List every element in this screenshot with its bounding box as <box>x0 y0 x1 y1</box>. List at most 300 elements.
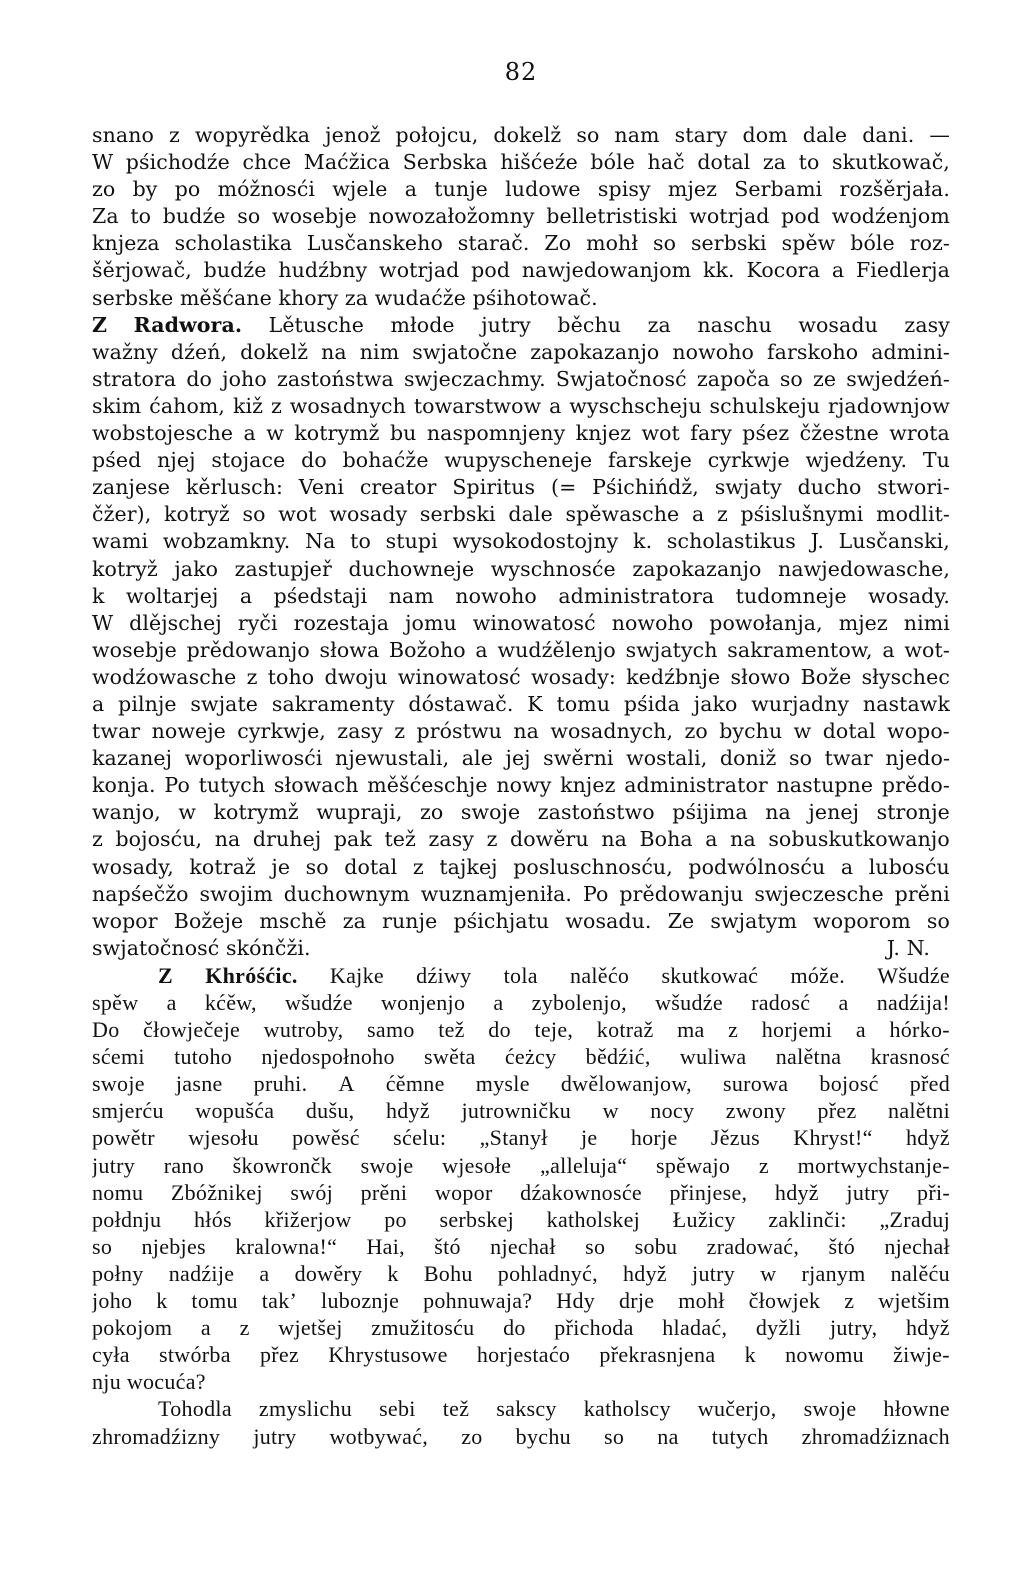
word: A <box>338 1071 355 1097</box>
word: cyrkwje, <box>237 719 326 744</box>
word: z <box>844 1288 855 1314</box>
word: stary <box>674 123 728 147</box>
word: wopyrědka <box>194 123 311 147</box>
text-line <box>92 610 950 637</box>
word: „Zraduj <box>879 1206 950 1232</box>
word: stupi <box>385 529 438 554</box>
word: Božeje <box>173 908 244 933</box>
text-line <box>92 447 950 474</box>
word: woporom <box>813 908 911 933</box>
word: dyžli <box>755 1315 802 1341</box>
text-line <box>92 149 950 176</box>
word: pohnuwaja? <box>423 1288 533 1314</box>
word: swojim <box>199 881 273 906</box>
word: hač <box>647 150 685 175</box>
word: štó <box>828 1233 856 1259</box>
word: tomu <box>556 691 611 716</box>
word: nam <box>388 583 434 608</box>
word: horjestaćo <box>476 1342 571 1368</box>
word: (= <box>550 475 577 500</box>
word: zasy <box>904 312 950 337</box>
word: bu <box>389 421 417 446</box>
word: pśida <box>623 691 680 716</box>
word: powěsć <box>292 1125 360 1151</box>
word: překrasnjena <box>599 1342 716 1368</box>
word: kotryž <box>164 502 230 527</box>
word: dźeń, <box>170 339 228 364</box>
word: dotal <box>697 150 751 175</box>
word: započa <box>696 366 770 391</box>
word: hłowne <box>883 1396 950 1422</box>
word: ducho <box>797 475 862 500</box>
word: Khryst!“ <box>793 1125 873 1151</box>
word: šěrjowač, <box>92 258 192 283</box>
word: wobzamkny. <box>162 529 291 554</box>
word: tutoho <box>174 1044 233 1070</box>
word: snano <box>92 123 154 147</box>
word: runje <box>382 908 438 933</box>
word: budźe <box>162 204 226 229</box>
word: wysokodostojny <box>452 529 619 554</box>
word: tež <box>384 827 416 852</box>
word: toho <box>267 664 315 689</box>
word: z <box>169 123 180 147</box>
word: na <box>214 827 241 852</box>
word: bychu <box>719 719 783 744</box>
text-line <box>92 1097 950 1124</box>
word: jutry <box>846 1179 890 1205</box>
word: pśijima <box>672 800 748 825</box>
word: bohaćže <box>342 448 429 473</box>
word: Po <box>582 881 609 906</box>
word: połdnju <box>92 1206 162 1232</box>
text-line <box>92 528 950 555</box>
word: wanjo, <box>92 800 161 825</box>
word: J. <box>810 529 824 554</box>
word: nimi <box>903 610 950 635</box>
text-line <box>92 1368 950 1395</box>
word: móžnosći <box>217 177 316 202</box>
signature: J. N. <box>886 935 930 960</box>
word: hdyž <box>623 1260 667 1286</box>
word: dowěru <box>510 827 589 852</box>
word: jutry <box>692 1260 736 1286</box>
word: zmužitosću <box>371 1315 475 1341</box>
word: při- <box>917 1179 950 1205</box>
word: a <box>691 502 705 527</box>
word: kk. <box>703 258 735 283</box>
word: wosadnych <box>289 393 406 418</box>
word: Lětusche <box>268 312 364 337</box>
word: přez <box>259 1342 300 1368</box>
text-line <box>92 1016 950 1043</box>
word: hdyž <box>906 1125 950 1151</box>
word: krasnosć <box>870 1044 950 1070</box>
word: Serbska <box>402 150 488 175</box>
word: a <box>549 393 562 418</box>
word: próstwu <box>416 719 502 744</box>
word: kotraž <box>596 1017 654 1043</box>
text-column <box>92 122 950 1450</box>
word: noweje <box>151 719 226 744</box>
word: naschu <box>697 312 772 337</box>
word: wšudźe <box>285 990 353 1015</box>
word: cyrkwje <box>707 448 790 473</box>
word: winowatosć <box>472 610 596 635</box>
word: prěni <box>894 881 950 906</box>
word: luboznje <box>321 1288 400 1314</box>
text-line <box>92 664 950 691</box>
word: pśedstaji <box>273 583 368 608</box>
word: nawjedowasche, <box>778 556 950 581</box>
word: dowěry <box>294 1260 363 1286</box>
word: dźakownosće <box>520 1179 642 1205</box>
word: wjele <box>332 177 388 202</box>
word: nam <box>614 123 660 147</box>
word: čžestne <box>799 421 879 446</box>
word: winowatosć <box>397 664 521 689</box>
text-line <box>92 1152 950 1179</box>
word: wurjadny <box>751 691 850 716</box>
word: w <box>793 719 812 744</box>
word: prěni <box>360 1179 408 1205</box>
word: nowoho <box>611 610 694 635</box>
word: Do <box>92 1017 120 1043</box>
word: po <box>384 1206 407 1232</box>
word: wopušća <box>195 1098 275 1124</box>
word: wonjenjo <box>380 990 466 1015</box>
word: pśed <box>92 448 142 473</box>
text-line <box>92 1043 950 1070</box>
word: z <box>239 1315 250 1341</box>
word: stratora <box>92 366 177 391</box>
word: pśez <box>742 421 790 446</box>
word: Spiritus <box>452 475 536 500</box>
word: na <box>730 827 756 852</box>
word: farskeje <box>607 448 692 473</box>
word: belletristiski <box>546 204 678 229</box>
word: njewustali, <box>335 746 450 771</box>
word: křižerjow <box>264 1206 352 1232</box>
page-number: 82 <box>504 58 538 86</box>
word: njebjes <box>141 1233 206 1259</box>
text-line <box>92 799 950 826</box>
word: modlit- <box>876 502 950 527</box>
word: skim <box>92 393 142 418</box>
text-line <box>92 881 950 908</box>
word: k <box>744 1342 756 1368</box>
word: Bohu <box>423 1260 473 1286</box>
word: stronje <box>876 800 950 825</box>
word: pśislušnymi <box>740 502 864 527</box>
word: rozšěrjała. <box>839 177 950 202</box>
word: radosć <box>751 990 811 1015</box>
word: hdyž <box>905 1315 950 1341</box>
word: kazanej <box>92 746 173 771</box>
word: roz- <box>909 231 950 256</box>
word: wrota <box>889 421 950 446</box>
word: njej <box>157 448 196 473</box>
word: Bože <box>800 664 852 689</box>
word: zhromadźiznach <box>801 1423 950 1449</box>
word: zastoństwo <box>537 800 655 825</box>
word: dwoju <box>324 664 388 689</box>
word: swoje <box>803 1396 857 1422</box>
word: Pśichińdž, <box>592 475 699 500</box>
word: Za <box>92 204 119 229</box>
word: wosadu <box>798 312 878 337</box>
text-line <box>92 1070 950 1097</box>
word: so <box>779 366 803 391</box>
word: słowach <box>273 773 359 798</box>
word: wodźenjom <box>831 204 950 229</box>
word: nadźija! <box>876 990 950 1015</box>
word: bojosću, <box>115 827 203 852</box>
text-line <box>92 718 950 745</box>
word: wosadu. <box>565 908 652 933</box>
word: za <box>762 150 787 175</box>
word: to <box>350 529 371 554</box>
word: kotrymž <box>294 421 380 446</box>
word: tež <box>438 1017 465 1043</box>
word: „Stanył <box>479 1125 548 1151</box>
text-line <box>92 854 950 881</box>
word: tudomneje <box>735 583 847 608</box>
word: njechał <box>490 1233 556 1259</box>
word: Z <box>158 962 173 988</box>
word: Lusčanskeho <box>306 231 443 256</box>
word: woltarjej <box>125 583 219 608</box>
word: zasy <box>428 827 475 852</box>
word: nju <box>92 1369 127 1395</box>
word: a <box>840 854 854 879</box>
word: zanjese <box>92 475 171 500</box>
word: zapokazanjo <box>530 339 660 364</box>
word: posluschnosću, <box>513 854 673 879</box>
word: starač. <box>457 231 530 256</box>
word: njedo- <box>885 746 950 771</box>
word: dokelž <box>240 339 309 364</box>
word: tajkej <box>439 854 498 879</box>
word: admini- <box>871 339 950 364</box>
word: swjatočne <box>412 339 518 364</box>
word: tomu <box>191 1288 238 1314</box>
word: sćemi <box>92 1044 145 1070</box>
text-line <box>92 908 950 935</box>
word: štó <box>434 1233 461 1259</box>
word: pśichjatu <box>453 908 550 933</box>
text-line <box>92 935 950 962</box>
word: z <box>92 827 103 852</box>
word: wostali, <box>626 746 708 771</box>
word: stwori- <box>877 475 950 500</box>
word: Z <box>92 312 108 337</box>
word: do <box>301 448 327 473</box>
word: njechał <box>884 1233 950 1259</box>
word: tola <box>503 962 538 988</box>
word: so <box>237 204 261 229</box>
text-line <box>92 176 950 203</box>
text-line <box>92 501 950 528</box>
word: wutroby, <box>263 1017 344 1043</box>
word: swjaty <box>714 475 782 500</box>
word: stwórba <box>159 1342 231 1368</box>
word: čžer), <box>92 502 152 527</box>
word: hłós <box>194 1206 232 1232</box>
word: žiwje- <box>893 1342 950 1368</box>
word: rjadownjow <box>828 393 950 418</box>
word: a <box>239 583 253 608</box>
word: wjetšej <box>278 1315 343 1341</box>
word: přinjese, <box>669 1179 748 1205</box>
word: so <box>576 123 600 147</box>
word: serbske <box>92 285 180 310</box>
word: serbski <box>419 502 496 527</box>
word: na <box>601 827 627 852</box>
word: dale <box>802 123 848 147</box>
word: jutry <box>92 1152 136 1178</box>
word: Tu <box>922 448 950 473</box>
word: Serbami <box>734 177 823 202</box>
word: wuznamjeniła. <box>420 881 573 906</box>
word: skutkowač, <box>832 150 950 175</box>
word: wobstojesche <box>92 421 234 446</box>
word: po <box>174 177 201 202</box>
word: Po <box>164 773 190 798</box>
word: połojcu, <box>395 123 479 147</box>
word: kěrlusch: <box>185 475 283 500</box>
word: ma <box>677 1017 705 1043</box>
word: Lusčanski, <box>838 529 950 554</box>
word: swjatym <box>710 908 797 933</box>
word: dom <box>742 123 788 147</box>
word: wosebje <box>271 204 357 229</box>
word: Khróśćic. <box>205 962 298 988</box>
word: z <box>394 719 406 744</box>
word: a <box>200 1315 211 1341</box>
word: wjesołe <box>442 1152 512 1178</box>
word: tutych <box>198 773 266 798</box>
word: so <box>604 1423 625 1449</box>
word: słyschec <box>861 664 950 689</box>
word: nalěću <box>890 1260 950 1286</box>
word: jutrowničku <box>461 1098 572 1124</box>
word: sakramenty <box>271 691 395 716</box>
word: katholskej <box>546 1206 641 1232</box>
word: čłowječeje <box>143 1017 241 1043</box>
word: jasne <box>175 1071 223 1097</box>
word: jutry, <box>829 1315 878 1341</box>
word: serbskej <box>439 1206 514 1232</box>
word: zo <box>92 177 116 202</box>
word: drje <box>618 1288 655 1314</box>
word: nawjedowanjom <box>521 258 692 283</box>
word: swjatych <box>625 637 718 662</box>
word: mohł <box>586 231 639 256</box>
word: so <box>242 502 266 527</box>
word: pod <box>471 258 511 283</box>
word: surowa <box>722 1071 789 1097</box>
word: W <box>92 610 114 635</box>
word: w <box>760 1260 777 1286</box>
word: hdyž <box>385 1098 430 1124</box>
word: a <box>831 258 845 283</box>
word: mysle <box>475 1071 530 1097</box>
word: pruhi. <box>253 1071 308 1097</box>
word: na <box>321 339 347 364</box>
word: tutych <box>711 1423 769 1449</box>
word: ale <box>461 746 493 771</box>
word: k <box>156 1288 168 1314</box>
word: přez <box>817 1098 857 1124</box>
word: dokelž <box>493 123 562 147</box>
word: měšćane <box>179 285 279 310</box>
word: wjetšim <box>878 1288 950 1314</box>
word: rjanym <box>801 1260 866 1286</box>
word: rozestaja <box>293 610 390 635</box>
word: scholastika <box>174 231 293 256</box>
word: dotal <box>344 854 398 879</box>
word: nastawk <box>862 691 950 716</box>
word: tež <box>442 1396 470 1422</box>
word: twar <box>824 746 873 771</box>
word: bychu <box>515 1423 571 1449</box>
word: druhej <box>252 827 322 852</box>
word: dani. <box>862 123 915 147</box>
text-line <box>92 312 950 339</box>
word: dušu, <box>305 1098 355 1124</box>
word: konja. <box>92 773 156 798</box>
word: tak’ <box>261 1288 298 1314</box>
word: wosady: <box>530 664 616 689</box>
word: kotryž <box>92 556 158 581</box>
text-line <box>92 745 950 772</box>
word: jomu <box>405 610 457 635</box>
word: wučerjo, <box>697 1396 777 1422</box>
word: wot <box>278 502 317 527</box>
text-line <box>92 637 950 664</box>
word: budźe <box>203 258 267 283</box>
word: chce <box>242 150 292 175</box>
word: so <box>652 231 677 256</box>
word: nocy <box>650 1098 695 1124</box>
word: zasy <box>337 719 383 744</box>
word: wjesołu <box>188 1125 259 1151</box>
word: běchu <box>557 312 622 337</box>
word: a <box>493 990 504 1015</box>
text-line <box>92 962 950 989</box>
text-line <box>92 772 950 799</box>
word: swoje <box>360 1152 414 1178</box>
word: sobuskutkowanjo <box>768 827 950 852</box>
word: hórko- <box>889 1017 950 1043</box>
word: zo <box>684 719 708 744</box>
word: towarstwow <box>413 393 542 418</box>
text-line <box>92 1395 950 1422</box>
word: horjemi <box>761 1017 833 1043</box>
word: stojace <box>211 448 286 473</box>
word: naspomnjeny <box>426 421 566 446</box>
word: w <box>178 800 196 825</box>
word: jenej <box>808 800 860 825</box>
word: nim <box>359 339 400 364</box>
word: dale <box>508 502 553 527</box>
word: słowo <box>730 664 791 689</box>
word: so <box>92 1233 113 1259</box>
word: dlějschej <box>129 610 222 635</box>
text-line <box>92 583 950 610</box>
word: a <box>243 421 256 446</box>
